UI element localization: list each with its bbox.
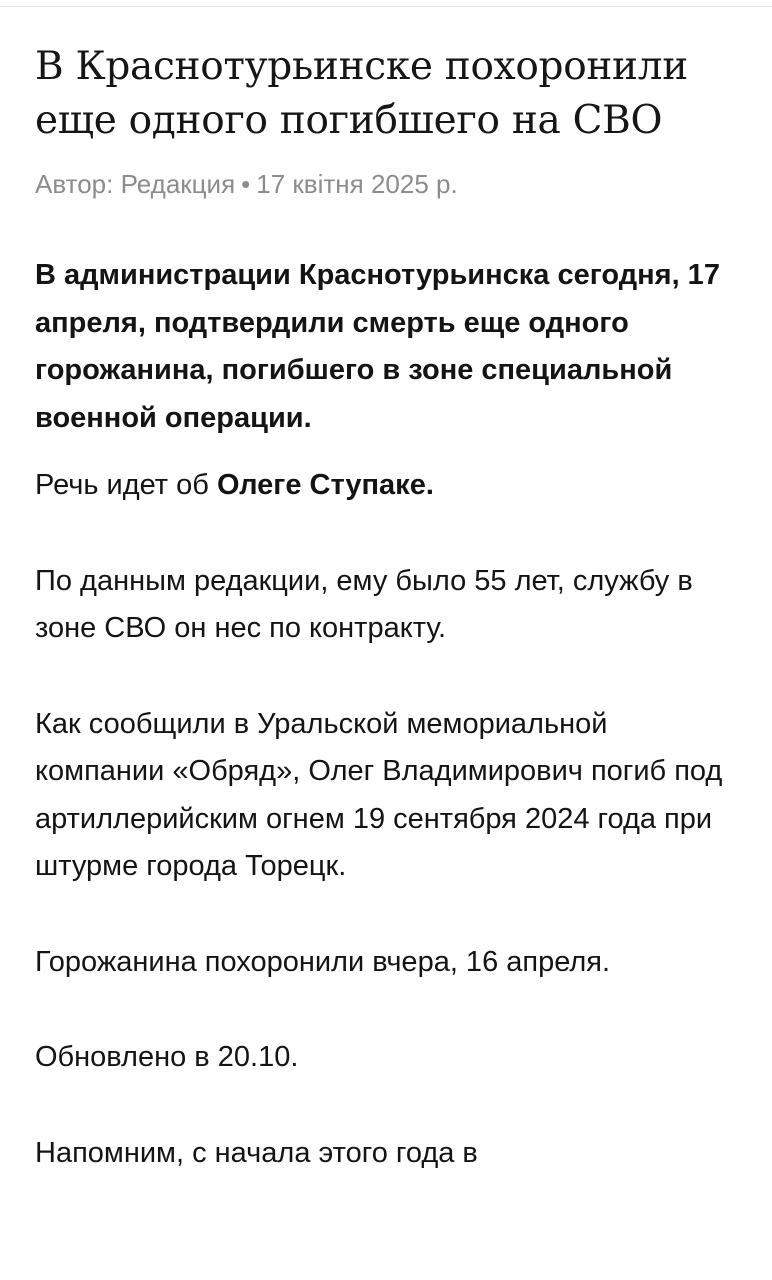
publish-date: 17 квітня 2025 р. (256, 169, 458, 199)
paragraph-4: Горожанина похоронили вчера, 16 апреля. (35, 945, 611, 978)
paragraph-1-text: Речь идет об (35, 469, 217, 501)
update-note: Обновлено в 20.10. (35, 1041, 299, 1073)
byline-separator: • (241, 169, 251, 199)
article-byline (35, 168, 735, 200)
paragraph-1 (35, 462, 735, 510)
person-name: Олеге Ступаке. (216, 469, 434, 501)
article-title: В Краснотурьинске похоронили еще одного погибшего на СВО (35, 44, 688, 143)
paragraph-6: Напомним, с начала этого года в (35, 1136, 478, 1169)
paragraph-2: По данным редакции, ему было 55 лет, службу в зоне СВО он нес по контракту. (35, 564, 693, 644)
top-divider (0, 0, 772, 7)
article (35, 40, 735, 1177)
article-lead: В администрации Краснотурьинска сегодня, 17 апреля, подтвердили смерть еще одного горожанина, погибшего в зоне специальной военной операции. (35, 259, 720, 434)
author-label: Автор: Редакция (35, 169, 236, 199)
paragraph-3: Как сообщили в Уральской мемориальной компании «Обряд», Олег Владимирович погиб под артиллерийским огнем 19 сентября 2024 года при штурме города Торецк. (35, 707, 723, 882)
